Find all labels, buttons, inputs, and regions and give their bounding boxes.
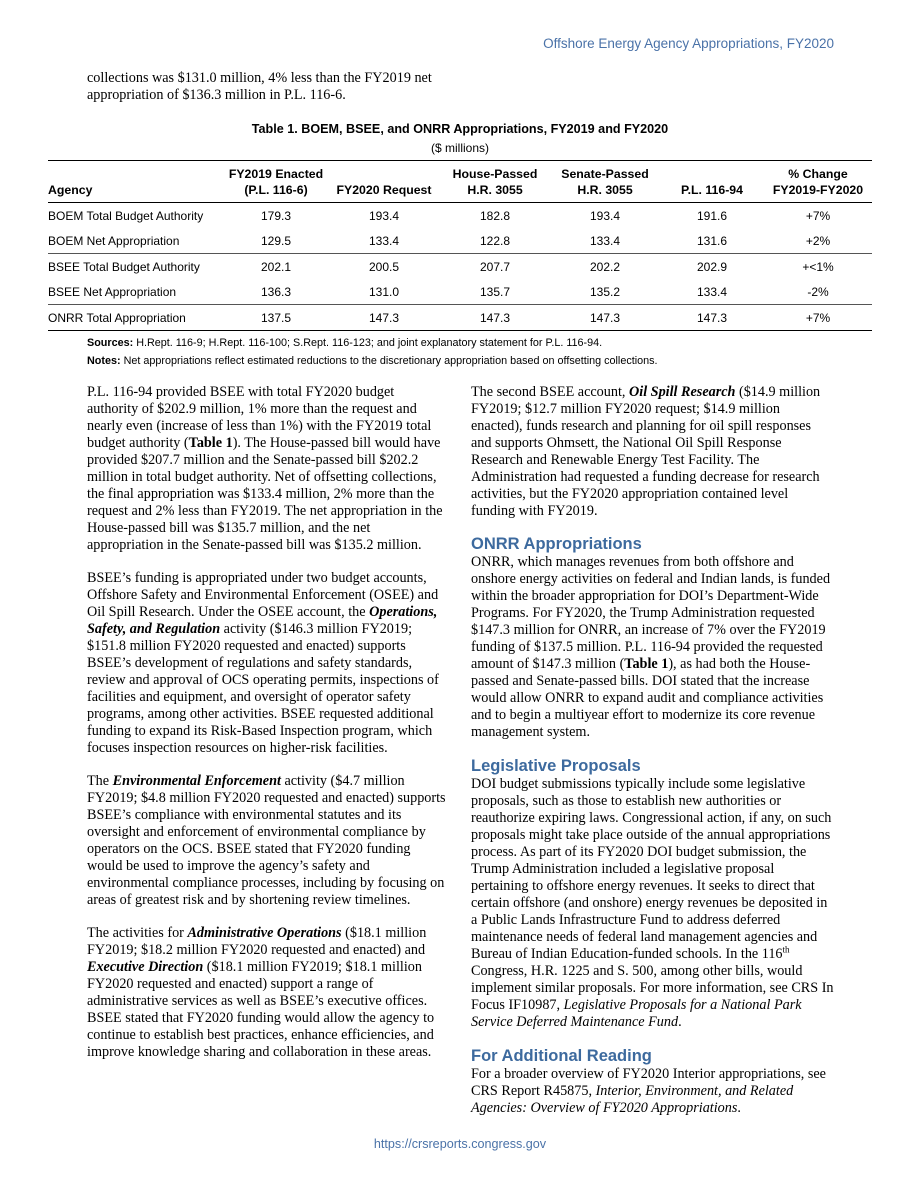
table-sources: Sources: H.Rept. 116-9; H.Rept. 116-100; S.Rept. 116-123; and joint explanatory statement for P.L. 116-94.	[87, 337, 603, 349]
cell-house: 207.7	[479, 259, 511, 274]
cell-agency: BOEM Net Appropriation	[48, 228, 224, 254]
table-row	[48, 279, 872, 305]
cell-change: +<1%	[802, 259, 834, 274]
cell-pl: 191.6	[696, 208, 728, 223]
cell-request: 133.4	[328, 228, 440, 254]
header-fy2019: FY2019 Enacted (P.L. 116-6)	[224, 161, 328, 203]
cell-request: 193.4	[368, 208, 400, 223]
cell-pl: 131.6	[660, 228, 764, 254]
footer-url[interactable]: https://crsreports.congress.gov	[373, 1137, 547, 1151]
paragraph-environmental-enforcement: The Environmental Enforcement activity ($4.7 million FY2019; $4.8 million FY2020 requested and enacted) supports BSEE’s compliance with environmental statutes and its oversight and enforcement of environmental compliance by operators on the OCS. BSEE stated that FY2020 funding would be used to improve the agency’s safety and environmental compliance processes, including by focusing on areas of greatest risk and by shortening review timelines.	[87, 773, 446, 908]
cell-fy2019: 137.5	[224, 305, 328, 331]
right-column	[471, 384, 835, 1133]
running-header: Offshore Energy Agency Appropriations, FY2020	[543, 36, 834, 51]
cell-senate: 193.4	[589, 208, 621, 223]
header-senate: Senate-Passed H.R. 3055	[550, 161, 660, 203]
cell-change: +7%	[764, 305, 872, 331]
header-change: % Change FY2019-FY2020	[764, 161, 872, 203]
table-row	[48, 254, 872, 280]
cell-fy2019: 179.3	[260, 208, 292, 223]
cell-agency: BSEE Total Budget Authority	[48, 259, 200, 274]
header-pl: P.L. 116-94	[660, 161, 764, 203]
cell-fy2019: 136.3	[224, 279, 328, 305]
cell-agency: BOEM Total Budget Authority	[48, 208, 204, 223]
table-title: Table 1. BOEM, BSEE, and ONRR Appropriations, FY2019 and FY2020	[251, 122, 669, 136]
table-row	[48, 305, 872, 331]
cell-house: 135.7	[440, 279, 550, 305]
paragraph-bsee-accounts: BSEE’s funding is appropriated under two budget accounts, Offshore Safety and Environmental Enforcement (OSEE) and Oil Spill Research. Under the OSEE account, the Operations, Safety, and Regulation activity ($146.3 million FY2019; $151.8 million FY2020 requested and enacted) supports BSEE’s development of regulations and safety standards, review and approval of OCS operating permits, inspections of facilities and equipment, and oversight of operator safety programs, among other activities. BSEE requested additional funding to expand its Risk-Based Inspection program, which focuses inspection resources on higher-risk facilities.	[87, 570, 439, 756]
cell-change: +2%	[764, 228, 872, 254]
cell-agency: ONRR Total Appropriation	[48, 305, 224, 331]
appropriations-table	[48, 160, 872, 331]
paragraph-oil-spill-research: The second BSEE account, Oil Spill Research ($14.9 million FY2019; $12.7 million FY2020 request; $14.9 million enacted), funds research and planning for oil spill responses and supports Ohmsett, the National Oil Spill Response Research and Renewable Energy Test Facility. The Administration had requested a funding decrease for research activities, but the FY2020 appropriation contained level funding with FY2019.	[471, 384, 821, 519]
cell-fy2019: 202.1	[260, 259, 292, 274]
cell-change: +7%	[805, 208, 831, 223]
paragraph-onrr: ONRR, which manages revenues from both offshore and onshore energy activities on federal and Indian lands, is funded within the broader appropriation for DOI’s Department-Wide Programs. For FY2020, the Trump Administration requested $147.3 million for ONRR, an increase of 7% over the FY2019 funding of $137.5 million. P.L. 116-94 provided the requested amount of $147.3 million (Table 1), as had both the House-passed and Senate-passed bills. DOI stated that the increase would allow ONRR to expand audit and compliance activities and to begin a multiyear effort to modernize its core revenue management system.	[471, 554, 831, 740]
table-row	[48, 203, 872, 229]
cell-fy2019: 129.5	[224, 228, 328, 254]
cell-senate: 147.3	[550, 305, 660, 331]
cell-agency: BSEE Net Appropriation	[48, 279, 224, 305]
paragraph-bsee-total: P.L. 116-94 provided BSEE with total FY2020 budget authority of $202.9 million, 1% more than the request and nearly even (increase of less than 1%) with the FY2019 total budget authority (Table 1). The House-passed bill would have provided $207.7 million and the Senate-passed bill $202.2 million in total budget authority. Net of offsetting collections, the final appropriation was $133.4 million, 2% more than the request and 2% less than FY2019. The net appropriation in the House-passed bill was $135.7 million, and the net appropriation in the Senate-passed bill was $135.2 million.	[87, 384, 443, 553]
cell-senate: 133.4	[550, 228, 660, 254]
cell-pl: 202.9	[696, 259, 728, 274]
cell-house: 182.8	[479, 208, 511, 223]
intro-paragraph: collections was $131.0 million, 4% less than the FY2019 net appropriation of $136.3 million in P.L. 116-6.	[87, 70, 432, 103]
header-fy2020-request: FY2020 Request	[328, 161, 440, 203]
paragraph-additional-reading: For a broader overview of FY2020 Interior appropriations, see CRS Report R45875, Interior, Environment, and Related Agencies: Overview of FY2020 Appropriations.	[471, 1066, 826, 1116]
cell-request: 131.0	[328, 279, 440, 305]
table-row	[48, 228, 872, 254]
header-agency: Agency	[48, 161, 224, 203]
heading-additional-reading: For Additional Reading	[471, 1047, 652, 1065]
cell-pl: 133.4	[660, 279, 764, 305]
heading-legislative-proposals: Legislative Proposals	[471, 757, 641, 775]
cell-house: 122.8	[440, 228, 550, 254]
left-column	[87, 384, 449, 1077]
heading-onrr: ONRR Appropriations	[471, 535, 642, 553]
paragraph-administrative-operations: The activities for Administrative Operations ($18.1 million FY2019; $18.2 million FY2020 requested and enacted) and Executive Direction ($18.1 million FY2019; $18.1 million FY2020 requested and enacted) support a range of administrative services as well as BSEE’s executive offices. BSEE stated that FY2020 funding would allow the agency to continue to establish best practices, enhance efficiencies, and improve knowledge sharing and collaboration in these areas.	[87, 925, 435, 1060]
cell-house: 147.3	[440, 305, 550, 331]
table-notes	[87, 334, 877, 370]
cell-request: 200.5	[368, 259, 400, 274]
header-house: House-Passed H.R. 3055	[440, 161, 550, 203]
paragraph-legislative-proposals: DOI budget submissions typically include some legislative proposals, such as those to establish new authorities or reauthorize expiring laws. Congressional action, if any, on such proposals might take place outside of the annual appropriations process. As part of its FY2020 DOI budget submission, the Trump Administration included a legislative proposal pertaining to offshore energy revenues. It seeks to direct that certain offshore (and onshore) energy revenues be deposited in a Public Lands Infrastructure Fund to address deferred maintenance needs of federal land management agencies and Bureau of Indian Education-funded schools. In the 116th Congress, H.R. 1225 and S. 500, among other bills, would implement similar proposals. For more information, see CRS In Focus IF10987, Legislative Proposals for a National Park Service Deferred Maintenance Fund.	[471, 776, 834, 1030]
table-notes-text: Notes: Net appropriations reflect estimated reductions to the discretionary appropriation based on offsetting collections.	[87, 355, 658, 367]
cell-request: 147.3	[328, 305, 440, 331]
table-unit: ($ millions)	[430, 141, 489, 155]
cell-change: -2%	[764, 279, 872, 305]
cell-pl: 147.3	[660, 305, 764, 331]
table-header-row	[48, 161, 872, 203]
cell-senate: 135.2	[550, 279, 660, 305]
cell-senate: 202.2	[589, 259, 621, 274]
